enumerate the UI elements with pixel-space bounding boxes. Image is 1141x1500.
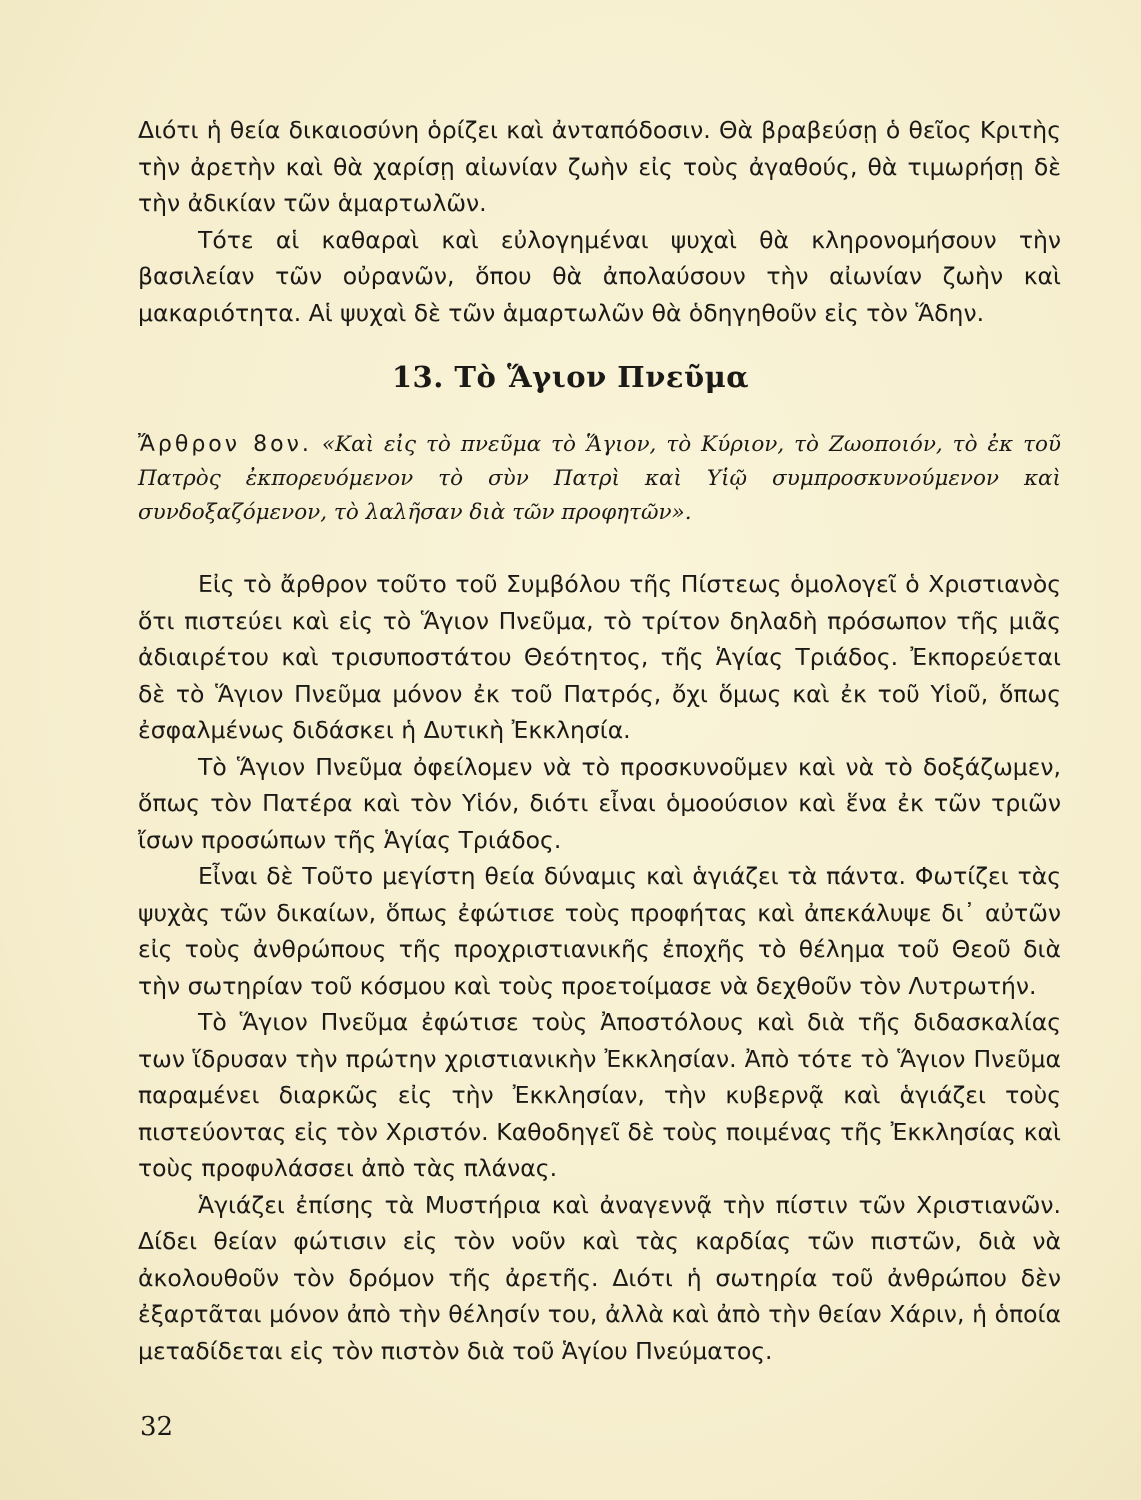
section-body [138,566,1061,1369]
section-title: 13. Τὸ Ἅγιον Πνεῦμα [391,360,750,394]
body-paragraph-1: Εἰς τὸ ἄρθρον τοῦτο τοῦ Συμβόλου τῆς Πίστεως ὁμολογεῖ ὁ Χριστιανὸς ὅτι πιστεύει καὶ εἰς τὸ Ἅγιον Πνεῦμα, τὸ τρίτον δηλαδὴ πρόσωπον τῆς μιᾶς ἀδιαιρέτου καὶ τρισυποστάτου Θεότητος, τῆς Ἁγίας Τριάδος. Ἐκπορεύεται δὲ τὸ Ἅγιον Πνεῦμα μόνον ἐκ τοῦ Πατρός, ὄχι ὅμως καὶ ἐκ τοῦ Υἱοῦ, ὅπως ἐσφαλμένως διδάσκει ἡ Δυτικὴ Ἐκκλησία. [138,570,1061,744]
body-paragraph-3: Εἶναι δὲ Τοῦτο μεγίστη θεία δύναμις καὶ ἁγιάζει τὰ πάντα. Φωτίζει τὰς ψυχὰς τῶν δικαίων, ὅπως ἐφώτισε τοὺς προφήτας καὶ ἀπεκάλυψε δι᾽ αὐτῶν εἰς τοὺς ἀνθρώπους τῆς προχριστιανικῆς ἐποχῆς τὸ θέλημα τοῦ Θεοῦ διὰ τὴν σωτηρίαν τοῦ κόσμου καὶ τοὺς προετοίμασε νὰ δεχθοῦν τὸν Λυτρωτήν. [138,862,1061,1000]
creed-article-label: Ἄρθρον 8ον. [138,432,312,457]
intro-paragraph-2: Τότε αἱ καθαραὶ καὶ εὐλογημέναι ψυχαὶ θὰ κληρονομήσουν τὴν βασιλείαν τῶν οὐρανῶν, ὅπου θὰ ἀπολαύσουν τὴν αἰωνίαν ζωὴν καὶ μακαριότητα. Αἱ ψυχαὶ δὲ τῶν ἁμαρτωλῶν θὰ ὁδηγηθοῦν εἰς τὸν Ἅδην. [138,225,1061,327]
creed-article [138,428,1061,530]
body-paragraph-2: Τὸ Ἅγιον Πνεῦμα ὀφείλομεν νὰ τὸ προσκυνοῦμεν καὶ νὰ τὸ δοξάζωμεν, ὅπως τὸν Πατέρα καὶ τὸν Υἱόν, διότι εἶναι ὁμοούσιον καὶ ἕνα ἐκ τῶν τριῶν ἴσων προσώπων τῆς Ἁγίας Τριάδος. [138,752,1061,854]
page-number: 32 [140,1412,174,1442]
intro-text [138,112,1061,331]
body-paragraph-4: Τὸ Ἅγιον Πνεῦμα ἐφώτισε τοὺς Ἀποστόλους καὶ διὰ τῆς διδασκαλίας των ἵδρυσαν τὴν πρώτην χριστιανικὴν Ἐκκλησίαν. Ἀπὸ τότε τὸ Ἅγιον Πνεῦμα παραμένει διαρκῶς εἰς τὴν Ἐκκλησίαν, τὴν κυβερνᾷ καὶ ἁγιάζει τοὺς πιστεύοντας εἰς τὸν Χριστόν. Καθοδηγεῖ δὲ τοὺς ποιμένας τῆς Ἐκκλησίας καὶ τοὺς προφυλάσσει ἀπὸ τὰς πλάνας. [138,1008,1061,1182]
intro-paragraph-1: Διότι ἡ θεία δικαιοσύνη ὁρίζει καὶ ἀνταπόδοσιν. Θὰ βραβεύσῃ ὁ θεῖος Κριτὴς τὴν ἀρετὴν καὶ θὰ χαρίσῃ αἰωνίαν ζωὴν εἰς τοὺς ἀγαθούς, θὰ τιμωρήσῃ δὲ τὴν ἀδικίαν τῶν ἁμαρτωλῶν. [138,116,1061,217]
creed-article-text: «Καὶ εἰς τὸ πνεῦμα τὸ Ἅγιον, τὸ Κύριον, τὸ Ζωοποιόν, τὸ ἐκ τοῦ Πατρὸς ἐκπορευόμενον τὸ σὺν Πατρὶ καὶ Υἱῷ συμπροσκυνούμενον καὶ συνδοξαζόμενον, τὸ λαλῆσαν διὰ τῶν προφητῶν». [138,432,1061,525]
body-paragraph-5: Ἁγιάζει ἐπίσης τὰ Μυστήρια καὶ ἀναγεννᾷ τὴν πίστιν τῶν Χριστιανῶν. Δίδει θείαν φώτισιν εἰς τὸν νοῦν καὶ τὰς καρδίας τῶν πιστῶν, διὰ νὰ ἀκολουθοῦν τὸν δρόμον τῆς ἀρετῆς. Διότι ἡ σωτηρία τοῦ ἀνθρώπου δὲν ἐξαρτᾶται μόνον ἀπὸ τὴν θέλησίν του, ἀλλὰ καὶ ἀπὸ τὴν θείαν Χάριν, ἡ ὁποία μεταδίδεται εἰς τὸν πιστὸν διὰ τοῦ Ἁγίου Πνεύματος. [138,1190,1061,1365]
